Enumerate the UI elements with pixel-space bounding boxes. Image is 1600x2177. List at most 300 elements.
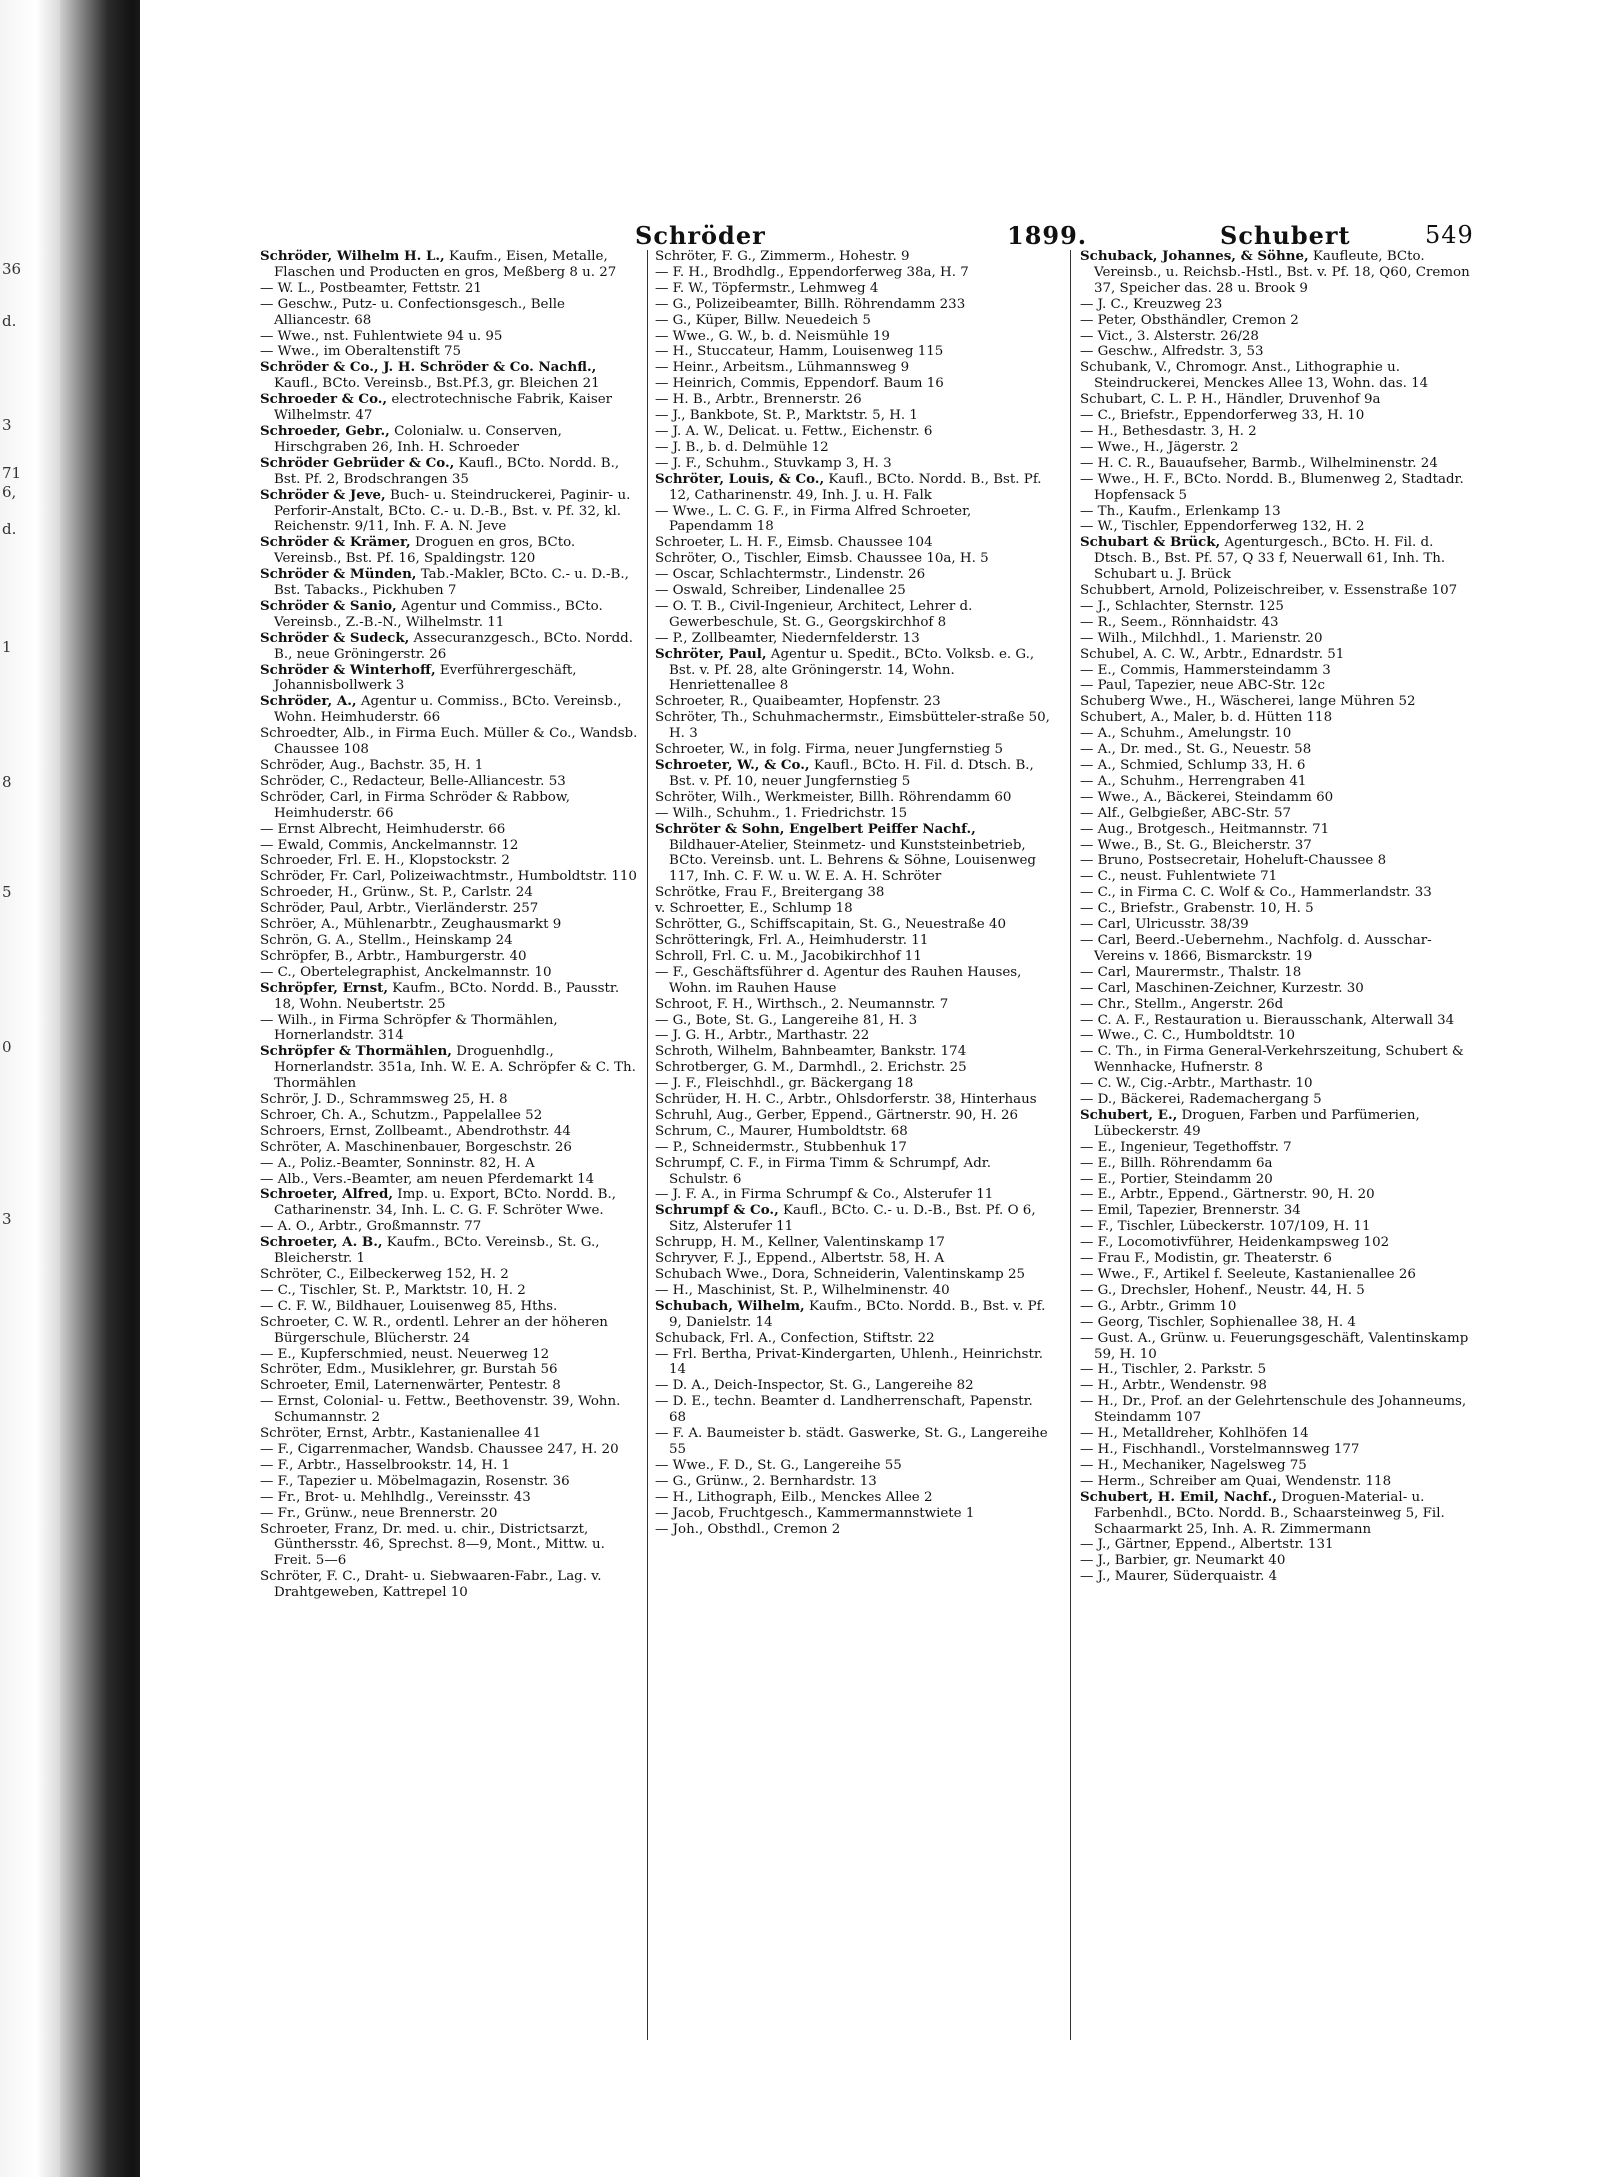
entry-firm-name: Schroeder & Co., <box>260 391 388 408</box>
directory-entry <box>655 742 1050 758</box>
directory-entry <box>1080 869 1480 885</box>
entry-text: — G., Polizeibeamter, Billh. Röhrendamm 233 <box>655 296 966 312</box>
directory-entry <box>1080 599 1480 615</box>
entry-text: — C., Briefstr., Eppendorferweg 33, H. 10 <box>1080 408 1365 424</box>
directory-entry <box>655 599 1050 631</box>
directory-entry <box>1080 1378 1480 1394</box>
directory-entry <box>655 281 1050 297</box>
left-page-fragment: 71 <box>2 464 22 482</box>
directory-entry <box>1080 1172 1480 1188</box>
entry-text: — C., Obertelegraphist, Anckelmannstr. 10 <box>260 964 552 980</box>
entry-text: — F. H., Brodhdlg., Eppendorferweg 38a, H. 7 <box>655 264 969 280</box>
directory-entry <box>655 631 1050 647</box>
directory-entry <box>1080 853 1480 869</box>
entry-text: — Chr., Stellm., Angerstr. 26d <box>1080 996 1284 1012</box>
entry-text: Schroeter, C. W. R., ordentl. Lehrer an der höheren Bürgerschule, Blücherstr. 24 <box>260 1314 608 1346</box>
directory-entry <box>1080 1267 1480 1283</box>
directory-column-1 <box>260 249 638 2039</box>
directory-entry <box>655 917 1050 933</box>
directory-entry <box>655 392 1050 408</box>
directory-entry <box>1080 822 1480 838</box>
entry-text: — F., Tapezier u. Möbelmagazin, Rosenstr. 36 <box>260 1473 570 1489</box>
entry-text: Schubbert, Arnold, Polizeischreiber, v. Essenstraße 107 <box>1080 583 1458 599</box>
entry-text: — Herm., Schreiber am Quai, Wendenstr. 118 <box>1080 1473 1392 1489</box>
entry-text: Imp. u. Export, BCto. Nordd. B., Catharinenstr. 34, Inh. L. C. G. F. Schröter Wwe. <box>274 1187 616 1219</box>
entry-text: Agenturgesch., BCto. H. Fil. d. Dtsch. B., Bst. Pf. 57, Q 33 f, Neuerwall 61, Inh. Th. Schubart u. J. Brück <box>1094 535 1446 583</box>
entry-text: Schroth, Wilhelm, Bahnbeamter, Bankstr. 174 <box>655 1044 967 1060</box>
entry-text: — C., in Firma C. C. Wolf & Co., Hammerlandstr. 33 <box>1080 885 1432 901</box>
entry-text: — C., neust. Fuhlentwiete 71 <box>1080 869 1278 885</box>
directory-entry <box>655 1060 1050 1076</box>
directory-entry <box>655 1490 1050 1506</box>
directory-entry <box>1080 535 1480 583</box>
entry-text: Schrotberger, G. M., Darmhdl., 2. Erichstr. 25 <box>655 1060 967 1076</box>
entry-text: — Wwe., H. F., BCto. Nordd. B., Blumenweg 2, Stadtadr. Hopfensack 5 <box>1080 471 1464 503</box>
directory-entry <box>655 313 1050 329</box>
directory-entry <box>260 901 638 917</box>
directory-entry <box>655 965 1050 997</box>
directory-entry <box>260 758 638 774</box>
directory-entry <box>260 631 638 663</box>
entry-text: — J. C., Kreuzweg 23 <box>1080 296 1223 312</box>
directory-entry <box>655 472 1050 504</box>
directory-entry <box>1080 1331 1480 1363</box>
directory-entry <box>655 1108 1050 1124</box>
directory-entry <box>1080 774 1480 790</box>
directory-entry <box>1080 1537 1480 1553</box>
entry-text: Kaufl., BCto. Nordd. B., Bst. Pf. 12, Catharinenstr. 49, Inh. J. u. H. Falk <box>669 471 1042 503</box>
entry-text: — A., Schuhm., Herrengraben 41 <box>1080 773 1307 789</box>
directory-entry <box>655 901 1050 917</box>
directory-entry <box>1080 1251 1480 1267</box>
entry-text: Schrüder, H. H. C., Arbtr., Ohlsdorferstr. 38, Hinterhaus <box>655 1092 1037 1108</box>
directory-entry <box>655 1522 1050 1538</box>
entry-text: — Jacob, Fruchtgesch., Kammermannstwiete 1 <box>655 1505 975 1521</box>
left-page-fragment: 36 <box>2 260 22 278</box>
entry-firm-name: Schröder, A., <box>260 693 357 710</box>
entry-text: — H. B., Arbtr., Brennerstr. 26 <box>655 392 862 408</box>
entry-text: Schröter, Ernst, Arbtr., Kastanienallee 41 <box>260 1426 542 1442</box>
directory-entry <box>1080 678 1480 694</box>
entry-text: Schrötke, Frau F., Breitergang 38 <box>655 885 885 901</box>
left-page-fragment: d. <box>2 312 17 330</box>
directory-entry <box>1080 583 1480 599</box>
entry-text: — Wwe., im Oberaltenstift 75 <box>260 344 462 360</box>
directory-entry <box>655 1474 1050 1490</box>
entry-text: — A. O., Arbtr., Großmannstr. 77 <box>260 1219 482 1235</box>
directory-entry <box>655 694 1050 710</box>
directory-entry <box>260 281 638 297</box>
entry-text: — Alf., Gelbgießer, ABC-Str. 57 <box>1080 805 1291 821</box>
directory-column-3 <box>1080 249 1480 2039</box>
directory-entry <box>655 408 1050 424</box>
entry-text: Kaufl., BCto. Nordd. B., Bst. Pf. 2, Brodschrangen 35 <box>274 455 620 487</box>
directory-entry <box>1080 504 1480 520</box>
directory-entry <box>655 1394 1050 1426</box>
directory-entry <box>260 297 638 329</box>
entry-text: — H., Maschinist, St. P., Wilhelminenstr. 40 <box>655 1282 950 1298</box>
directory-entry <box>655 1235 1050 1251</box>
entry-text: Schrötter, G., Schiffscapitain, St. G., Neuestraße 40 <box>655 917 1007 933</box>
entry-firm-name: Schröpfer & Thormählen, <box>260 1043 452 1060</box>
entry-text: Schroeter, Emil, Laternenwärter, Pentestr. 8 <box>260 1378 561 1394</box>
entry-text: Schubert, A., Maler, b. d. Hütten 118 <box>1080 710 1333 726</box>
directory-entry <box>655 456 1050 472</box>
directory-entry <box>1080 1013 1480 1029</box>
entry-firm-name: Schröter, Paul, <box>655 645 767 662</box>
entry-text: — G., Grünw., 2. Bernhardstr. 13 <box>655 1473 877 1489</box>
directory-entry <box>260 1458 638 1474</box>
directory-entry <box>260 1108 638 1124</box>
entry-text: — H., Tischler, 2. Parkstr. 5 <box>1080 1362 1267 1378</box>
directory-entry <box>655 1076 1050 1092</box>
directory-entry <box>1080 965 1480 981</box>
directory-entry <box>1080 344 1480 360</box>
directory-entry <box>260 1569 638 1601</box>
entry-text: — A., Schuhm., Amelungstr. 10 <box>1080 726 1292 742</box>
directory-entry <box>655 551 1050 567</box>
entry-firm-name: Schröder Gebrüder & Co., <box>260 454 455 471</box>
entry-text: — D., Bäckerei, Rademachergang 5 <box>1080 1092 1322 1108</box>
entry-text: — Heinr., Arbeitsm., Lühmannsweg 9 <box>655 360 910 376</box>
directory-entry <box>260 1156 638 1172</box>
entry-text: — G., Arbtr., Grimm 10 <box>1080 1298 1237 1314</box>
entry-text: Schröter, Th., Schuhmachermstr., Eimsbütteler-straße 50, H. 3 <box>655 710 1050 742</box>
directory-entry <box>1080 1076 1480 1092</box>
directory-entry <box>260 1219 638 1235</box>
entry-text: Schröder, Carl, in Firma Schröder & Rabbow, Heimhuderstr. 66 <box>260 789 570 821</box>
entry-text: v. Schroetter, E., Schlump 18 <box>655 901 853 917</box>
directory-entry <box>260 774 638 790</box>
entry-text: — E., Commis, Hammersteindamm 3 <box>1080 662 1331 678</box>
entry-text: — Wilh., Schuhm., 1. Friedrichstr. 15 <box>655 805 908 821</box>
directory-entry <box>260 1522 638 1570</box>
entry-text: — H., Bethesdastr. 3, H. 2 <box>1080 423 1257 439</box>
entry-text: Schuberg Wwe., H., Wäscherei, lange Mühren 52 <box>1080 694 1416 710</box>
directory-entry <box>1080 1474 1480 1490</box>
header-year: 1899. <box>1007 221 1088 250</box>
directory-entry <box>655 1506 1050 1522</box>
directory-entry <box>655 1156 1050 1188</box>
directory-entry <box>655 758 1050 790</box>
entry-text: — J., Barbier, gr. Neumarkt 40 <box>1080 1553 1286 1569</box>
entry-text: — Ewald, Commis, Anckelmannstr. 12 <box>260 837 519 853</box>
entry-text: Schroeter, L. H. F., Eimsb. Chaussee 104 <box>655 535 933 551</box>
entry-text: Kaufl., BCto. Vereinsb., Bst.Pf.3, gr. Bleichen 21 <box>274 376 600 392</box>
entry-text: Schröpfer, B., Arbtr., Hamburgerstr. 40 <box>260 948 527 964</box>
directory-entry <box>655 949 1050 965</box>
directory-entry <box>260 488 638 536</box>
entry-text: Schruhl, Aug., Gerber, Eppend., Gärtnerstr. 90, H. 26 <box>655 1107 1019 1123</box>
entry-text: — J. A. W., Delicat. u. Fettw., Eichenstr. 6 <box>655 423 933 439</box>
entry-text: — Bruno, Postsecretair, Hoheluft-Chaussee 8 <box>1080 853 1387 869</box>
entry-text: Kaufl., BCto. C.- u. D.-B., Bst. Pf. O 6, Sitz, Alsterufer 11 <box>669 1203 1036 1235</box>
entry-text: Schrör, J. D., Schrammsweg 25, H. 8 <box>260 1092 508 1108</box>
directory-entry <box>1080 392 1480 408</box>
directory-entry <box>1080 360 1480 392</box>
entry-text: — Geschw., Alfredstr. 3, 53 <box>1080 344 1264 360</box>
directory-entry <box>260 1362 638 1378</box>
directory-entry <box>655 376 1050 392</box>
directory-entry <box>1080 758 1480 774</box>
directory-entry <box>1080 1569 1480 1585</box>
directory-entry <box>260 535 638 567</box>
entry-text: — H., Lithograph, Eilb., Menckes Allee 2 <box>655 1489 933 1505</box>
entry-firm-name: Schroeder, Gebr., <box>260 422 390 439</box>
entry-text: Schuback, Frl. A., Confection, Stiftstr. 22 <box>655 1330 935 1346</box>
entry-text: Schroedter, Alb., in Firma Euch. Müller & Co., Wandsb. Chaussee 108 <box>260 726 638 758</box>
entry-text: Schröter, Edm., Musiklehrer, gr. Burstah 56 <box>260 1362 558 1378</box>
directory-entry <box>655 1092 1050 1108</box>
entry-text: — Peter, Obsthändler, Cremon 2 <box>1080 312 1299 328</box>
entry-text: Schroeder, H., Grünw., St. P., Carlstr. 24 <box>260 885 533 901</box>
left-page-fragment: 6, <box>2 483 17 501</box>
left-page-fragment: 1 <box>2 638 12 656</box>
entry-text: Kaufl., BCto. H. Fil. d. Dtsch. B., Bst. v. Pf. 10, neuer Jungfernstieg 5 <box>669 758 1034 789</box>
entry-text: Schröter, F. G., Zimmerm., Hohestr. 9 <box>655 249 910 264</box>
entry-text: Schröder, Aug., Bachstr. 35, H. 1 <box>260 758 484 773</box>
directory-entry <box>260 1267 638 1283</box>
entry-text: Buch- u. Steindruckerei, Paginir- u. Perforir-Anstalt, BCto. C.- u. D.-B., Bst. v. Pf. 32, kl. Reichenstr. 9/11, Inh. F. A. N. Jeve <box>274 487 631 535</box>
entry-text: — Carl, Maschinen-Zeichner, Kurzestr. 30 <box>1080 980 1364 996</box>
directory-entry <box>1080 615 1480 631</box>
entry-text: electrotechnische Fabrik, Kaiser Wilhelmstr. 47 <box>274 392 613 424</box>
directory-entry <box>1080 631 1480 647</box>
entry-text: Schubank, V., Chromogr. Anst., Lithographie u. Steindruckerei, Menckes Allee 13, Wohn. das. 14 <box>1080 360 1429 392</box>
entry-text: — P., Zollbeamter, Niedernfelderstr. 13 <box>655 630 920 646</box>
entry-text: — J. G. H., Arbtr., Marthastr. 22 <box>655 1028 870 1044</box>
directory-entry <box>260 933 638 949</box>
entry-text: — F. A. Baumeister b. städt. Gaswerke, St. G., Langereihe 55 <box>655 1426 1048 1457</box>
entry-text: — H., Metalldreher, Kohlhöfen 14 <box>1080 1426 1309 1442</box>
entry-text: — F., Tischler, Lübeckerstr. 107/109, H. 11 <box>1080 1219 1371 1235</box>
directory-entry <box>655 329 1050 345</box>
entry-text: — E., Billh. Röhrendamm 6a <box>1080 1155 1273 1171</box>
directory-entry <box>260 1092 638 1108</box>
entry-text: Tab.-Makler, BCto. C.- u. D.-B., Bst. Tabacks., Pickhuben 7 <box>274 567 629 599</box>
directory-entry <box>1080 408 1480 424</box>
entry-text: — Wwe., H., Jägerstr. 2 <box>1080 439 1239 455</box>
entry-text: — C. F. W., Bildhauer, Louisenweg 85, Hths. <box>260 1298 558 1314</box>
directory-entry <box>260 1187 638 1219</box>
entry-text: Schröter, A. Maschinenbauer, Borgeschstr. 26 <box>260 1139 572 1155</box>
entry-text: — Frl. Bertha, Privat-Kindergarten, Uhlenh., Heinrichstr. 14 <box>655 1346 1044 1378</box>
directory-entry <box>260 1044 638 1092</box>
directory-entry <box>1080 1394 1480 1426</box>
entry-text: — C., Briefstr., Grabenstr. 10, H. 5 <box>1080 901 1314 917</box>
directory-entry <box>1080 1283 1480 1299</box>
directory-entry <box>1080 933 1480 965</box>
directory-entry <box>260 1172 638 1188</box>
directory-entry <box>1080 1362 1480 1378</box>
entry-text: — P., Schneidermstr., Stubbenhuk 17 <box>655 1139 907 1155</box>
directory-entry <box>260 663 638 695</box>
entry-text: — Wwe., nst. Fuhlentwiete 94 u. 95 <box>260 328 503 344</box>
directory-entry <box>260 1426 638 1442</box>
entry-text: — Oswald, Schreiber, Lindenallee 25 <box>655 583 906 599</box>
directory-entry <box>260 694 638 726</box>
left-page-fragment: 3 <box>2 416 12 434</box>
entry-text: Agentur u. Spedit., BCto. Volksb. e. G., Bst. v. Pf. 28, alte Gröningerstr. 14, Wohn. Henriettenallee 8 <box>669 646 1035 694</box>
entry-text: — Wilh., Milchhdl., 1. Marienstr. 20 <box>1080 630 1323 646</box>
entry-text: Schryver, F. J., Eppend., Albertstr. 58, H. A <box>655 1251 945 1267</box>
entry-text: Schröer, A., Mühlenarbtr., Zeughausmarkt 9 <box>260 917 562 933</box>
entry-text: Schröder, Paul, Arbtr., Vierländerstr. 257 <box>260 901 539 917</box>
directory-entry <box>1080 313 1480 329</box>
directory-entry <box>655 360 1050 376</box>
directory-entry <box>655 1044 1050 1060</box>
entry-firm-name: Schröder & Sanio, <box>260 597 397 614</box>
directory-entry <box>1080 329 1480 345</box>
directory-entry <box>1080 710 1480 726</box>
entry-text: Schroot, F. H., Wirthsch., 2. Neumannstr. 7 <box>655 996 949 1012</box>
directory-entry <box>260 1140 638 1156</box>
entry-text: — J. B., b. d. Delmühle 12 <box>655 439 829 455</box>
directory-entry <box>1080 806 1480 822</box>
entry-text: — J. F., Fleischhdl., gr. Bäckergang 18 <box>655 1076 914 1092</box>
entry-text: Agentur und Commiss., BCto. Vereinsb., Z.-B.-N., Wilhelmstr. 11 <box>274 598 603 630</box>
directory-entry <box>1080 1108 1480 1140</box>
entry-text: — Ernst Albrecht, Heimhuderstr. 66 <box>260 821 506 837</box>
entry-text: Schröder, C., Redacteur, Belle-Alliancestr. 53 <box>260 773 566 789</box>
left-page-fragment: 8 <box>2 773 12 791</box>
entry-text: — Oscar, Schlachtermstr., Lindenstr. 26 <box>655 567 926 583</box>
directory-entry <box>1080 1028 1480 1044</box>
entry-text: — O. T. B., Civil-Ingenieur, Architect, Lehrer d. Gewerbeschule, St. G., Georgskirchhof 8 <box>655 598 973 630</box>
directory-entry <box>1080 901 1480 917</box>
entry-text: — Carl, Ulricusstr. 38/39 <box>1080 917 1249 933</box>
entry-text: — J. F. A., in Firma Schrumpf & Co., Alsterufer 11 <box>655 1187 994 1203</box>
directory-entry <box>1080 726 1480 742</box>
directory-entry <box>655 1028 1050 1044</box>
entry-text: — F., Locomotivführer, Heidenkampsweg 102 <box>1080 1235 1390 1251</box>
entry-text: — C. A. F., Restauration u. Bierausschank, Alterwall 34 <box>1080 1012 1455 1028</box>
entry-text: — H. C. R., Bauaufseher, Barmb., Wilhelminenstr. 24 <box>1080 455 1438 471</box>
entry-text: Agentur u. Commiss., BCto. Vereinsb., Wohn. Heimhuderstr. 66 <box>274 694 622 726</box>
entry-firm-name: Schröder & Krämer, <box>260 534 411 551</box>
column-divider <box>1070 250 1071 2040</box>
entry-text: — H., Mechaniker, Nagelsweg 75 <box>1080 1457 1307 1473</box>
entry-text: — D. E., techn. Beamter d. Landherrenschaft, Papenstr. 68 <box>655 1394 1033 1426</box>
entry-text: Everführergeschäft, Johannisbollwerk 3 <box>274 662 577 694</box>
entry-text: — Carl, Maurermstr., Thalstr. 18 <box>1080 964 1302 980</box>
directory-entry <box>260 249 638 281</box>
directory-entry <box>1080 1426 1480 1442</box>
directory-entry <box>1080 1219 1480 1235</box>
directory-entry <box>655 790 1050 806</box>
entry-text: — J., Gärtner, Eppend., Albertstr. 131 <box>1080 1537 1334 1553</box>
entry-text: — F., Cigarrenmacher, Wandsb. Chaussee 247, H. 20 <box>260 1441 619 1457</box>
left-page-fragments <box>2 0 54 2177</box>
directory-entry <box>655 567 1050 583</box>
directory-entry <box>260 392 638 424</box>
page-header <box>635 221 1483 251</box>
entry-text: — F., Arbtr., Hasselbrookstr. 14, H. 1 <box>260 1457 511 1473</box>
entry-text: Schrumpf, C. F., in Firma Timm & Schrumpf, Adr. Schulstr. 6 <box>655 1155 991 1187</box>
entry-firm-name: Schubert, E., <box>1080 1106 1178 1123</box>
entry-firm-name: Schroeter, A. B., <box>260 1234 383 1251</box>
directory-entry <box>655 1203 1050 1235</box>
directory-entry <box>260 1506 638 1522</box>
directory-entry <box>260 1235 638 1267</box>
entry-text: Kaufleute, BCto. Vereinsb., u. Reichsb.-Hstl., Bst. v. Pf. 18, Q60, Cremon 37, Speicher das. 28 u. Brook 9 <box>1094 249 1470 296</box>
left-page-fragment: d. <box>2 520 17 538</box>
left-page-fragment: 0 <box>2 1038 12 1056</box>
directory-entry <box>260 853 638 869</box>
directory-entry <box>655 1140 1050 1156</box>
entry-text: — Wwe., A., Bäckerei, Steindamm 60 <box>1080 789 1334 805</box>
directory-column-2 <box>655 249 1050 2039</box>
directory-entry <box>1080 1458 1480 1474</box>
entry-text: Schröter, F. C., Draht- u. Siebwaaren-Fabr., Lag. v. Drahtgeweben, Kattrepel 10 <box>260 1569 602 1601</box>
directory-page <box>140 0 1600 2177</box>
entry-text: — Frau F., Modistin, gr. Theaterstr. 6 <box>1080 1251 1332 1267</box>
directory-entry <box>1080 1203 1480 1219</box>
directory-entry <box>260 790 638 822</box>
entry-text: — J., Bankbote, St. P., Marktstr. 5, H. 1 <box>655 408 918 424</box>
directory-entry <box>1080 1092 1480 1108</box>
entry-text: Schubach Wwe., Dora, Schneiderin, Valentinskamp 25 <box>655 1267 1025 1282</box>
entry-firm-name: Schröter, Louis, & Co., <box>655 470 825 487</box>
entry-firm-name: Schroeter, Alfred, <box>260 1186 394 1203</box>
directory-entry <box>260 344 638 360</box>
entry-text: — F., Geschäftsführer d. Agentur des Rauhen Hauses, Wohn. im Rauhen Hause <box>655 964 1022 996</box>
entry-firm-name: Schröder & Co., J. H. Schröder & Co. Nachfl., <box>260 359 597 376</box>
entry-text: Colonialw. u. Conserven, Hirschgraben 26, Inh. H. Schroeder <box>274 423 562 455</box>
directory-entry <box>655 822 1050 886</box>
entry-text: Droguen en gros, BCto. Vereinsb., Bst. Pf. 16, Spaldingstr. 120 <box>274 535 576 567</box>
entry-text: — Wwe., G. W., b. d. Neismühle 19 <box>655 328 890 344</box>
directory-entry <box>1080 1140 1480 1156</box>
directory-entry <box>1080 1315 1480 1331</box>
directory-entry <box>260 822 638 838</box>
entry-text: — Gust. A., Grünw. u. Feuerungsgeschäft, Valentinskamp 59, H. 10 <box>1080 1330 1469 1362</box>
entry-text: — G., Drechsler, Hohenf., Neustr. 44, H. 5 <box>1080 1282 1365 1298</box>
directory-entry <box>655 806 1050 822</box>
directory-entry <box>1080 838 1480 854</box>
directory-entry <box>260 1394 638 1426</box>
directory-entry <box>655 583 1050 599</box>
directory-entry <box>260 1299 638 1315</box>
entry-text: — Carl, Beerd.-Uebernehm., Nachfolg. d. Ausschar-Vereins v. 1866, Bismarckstr. 19 <box>1080 932 1432 964</box>
entry-text: — Wilh., in Firma Schröpfer & Thormählen, Hornerlandstr. 314 <box>260 1012 558 1044</box>
directory-entry <box>655 647 1050 695</box>
entry-firm-name: Schröder & Sudeck, <box>260 629 410 646</box>
entry-text: — A., Dr. med., St. G., Neuestr. 58 <box>1080 742 1312 758</box>
entry-firm-name: Schröder & Winterhoff, <box>260 661 436 678</box>
entry-text: Droguenhdlg., Hornerlandstr. 351a, Inh. W. E. A. Schröpfer & C. Th. Thormählen <box>274 1044 636 1092</box>
directory-entry <box>260 1013 638 1045</box>
directory-entry <box>1080 472 1480 504</box>
directory-entry <box>260 567 638 599</box>
entry-text: — Wwe., B., St. G., Bleicherstr. 37 <box>1080 837 1312 853</box>
directory-entry <box>655 1299 1050 1331</box>
entry-firm-name: Schuback, Johannes, & Söhne, <box>1080 249 1309 264</box>
entry-text: — E., Ingenieur, Tegethoffstr. 7 <box>1080 1139 1292 1155</box>
directory-entry <box>1080 519 1480 535</box>
entry-firm-name: Schroeter, W., & Co., <box>655 757 810 773</box>
entry-text: — Emil, Tapezier, Brennerstr. 34 <box>1080 1203 1301 1219</box>
entry-text: Schrupp, H. M., Kellner, Valentinskamp 17 <box>655 1235 945 1251</box>
directory-entry <box>655 1283 1050 1299</box>
directory-entry <box>260 981 638 1013</box>
entry-text: Schröder, Fr. Carl, Polizeiwachtmstr., Humboldtstr. 110 <box>260 869 637 885</box>
entry-text: — Th., Kaufm., Erlenkamp 13 <box>1080 503 1281 519</box>
entry-text: — H., Dr., Prof. an der Gelehrtenschule des Johanneums, Steindamm 107 <box>1080 1394 1467 1426</box>
left-page-fragment: 5 <box>2 883 12 901</box>
entry-text: Schroeter, R., Quaibeamter, Hopfenstr. 23 <box>655 694 941 710</box>
directory-entry <box>655 1013 1050 1029</box>
